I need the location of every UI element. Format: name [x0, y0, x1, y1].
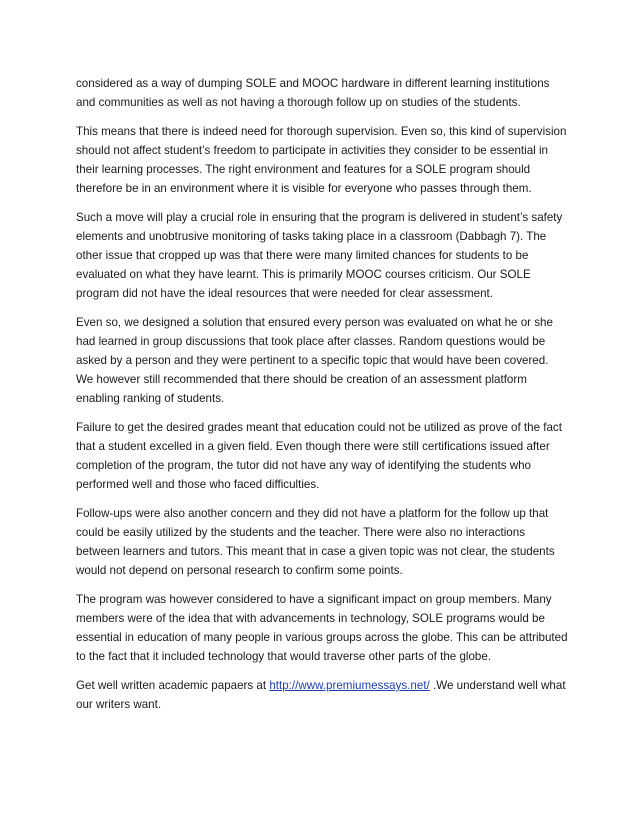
paragraph-continuation: considered as a way of dumping SOLE and MOOC hardware in different learning institutions and communities as well as not having a thorough follow up on studies of the students.	[76, 77, 550, 109]
footer-suffix: .We understand well what our writers want.	[76, 679, 566, 711]
paragraph-follow-ups: Follow-ups were also another concern and they did not have a platform for the follow up that could be easily utilized by the students and the teacher. There were also no interactions between learners and tutors. This meant that in case a given topic was not clear, the students would not depend on personal research to confirm some points.	[76, 507, 555, 577]
footer-promo	[76, 676, 568, 714]
paragraph-crucial-role: Such a move will play a crucial role in ensuring that the program is delivered in student’s safety elements and unobtrusive monitoring of tasks taking place in a classroom (Dabbagh 7). The other issue that cropped up was that there were many limited chances for students to be evaluated on what they have learnt. This is primarily MOOC courses criticism. Our SOLE program did not have the ideal resources that were needed for clear assessment.	[76, 211, 563, 300]
document-page	[76, 74, 568, 724]
footer-prefix: Get well written academic papaers at	[76, 679, 270, 692]
paragraph-solution: Even so, we designed a solution that ensured every person was evaluated on what he or she had learned in group discussions that took place after classes. Random questions would be asked by a person and they were pertinent to a specific topic that would have been covered. We however still recommended that there should be creation of an assessment platform enabling ranking of students.	[76, 316, 553, 405]
paragraph-grades: Failure to get the desired grades meant that education could not be utilized as prove of the fact that a student excelled in a given field. Even though there were still certifications issued after completion of the program, the tutor did not have any way of identifying the students who performed well and those who faced difficulties.	[76, 421, 562, 491]
paragraph-impact: The program was however considered to have a significant impact on group members. Many members were of the idea that with advancements in technology, SOLE programs would be essential in education of many people in various groups across the globe. This can be attributed to the fact that it included technology that would traverse other parts of the globe.	[76, 593, 568, 663]
paragraph-supervision: This means that there is indeed need for thorough supervision. Even so, this kind of supervision should not affect student’s freedom to participate in activities they consider to be essential in their learning processes. The right environment and features for a SOLE program should therefore be in an environment where it is visible for everyone who passes through them.	[76, 125, 567, 195]
premiumessays-link[interactable]: http://www.premiumessays.net/	[269, 679, 430, 692]
